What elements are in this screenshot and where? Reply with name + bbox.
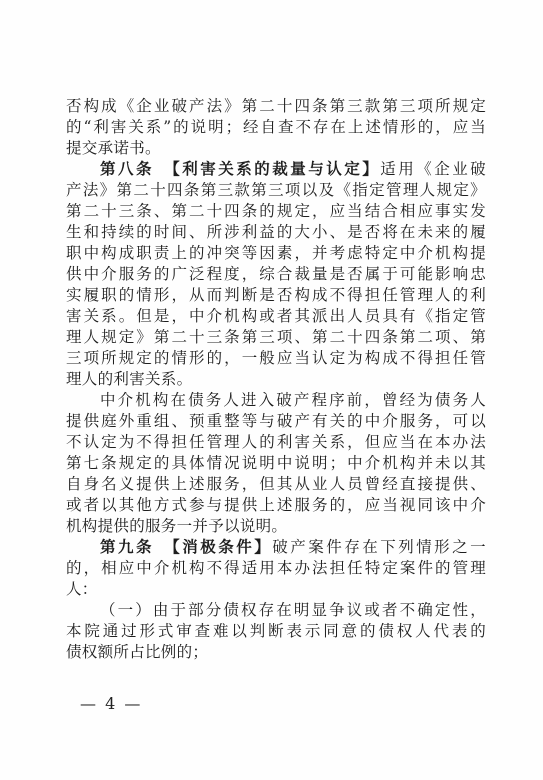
text-line: 人：	[66, 580, 98, 598]
text-line: （一）由于部分债权存在明显争议或者不确定性，	[100, 601, 486, 619]
article-9-heading: 第九条 【消极条件】	[100, 538, 273, 556]
text-span: 适用《企业破	[380, 160, 486, 178]
text-line: 不认定为不得担任管理人的利害关系，但应当在本办法	[66, 433, 486, 451]
text-line: 否构成《企业破产法》第二十四条第三款第三项所规定	[66, 97, 486, 115]
article-8-heading: 第八条 【利害关系的裁量与认定】	[100, 160, 381, 178]
text-line: 理人的利害关系。	[66, 370, 193, 388]
text-line: 实履职的情形，从而判断是否构成不得担任管理人的利	[66, 286, 486, 304]
text-line: 三项所规定的情形的，一般应当认定为构成不得担任管	[66, 349, 486, 367]
text-line: 自身名义提供上述服务，但其从业人员曾经直接提供、	[66, 475, 486, 493]
article-9-line	[100, 537, 486, 557]
text-line: 第七条规定的具体情况说明中说明；中介机构并未以其	[66, 454, 486, 472]
text-line: 的，相应中介机构不得适用本办法担任特定案件的管理	[66, 559, 486, 577]
text-line: 中介机构在债务人进入破产程序前，曾经为债务人	[100, 391, 486, 409]
page-number: — 4 —	[80, 694, 143, 713]
text-line: 或者以其他方式参与提供上述服务的，应当视同该中介	[66, 496, 486, 514]
text-line: 职中构成职责上的冲突等因素，并考虑特定中介机构提	[66, 244, 486, 262]
text-line: 第二十三条、第二十四条的规定，应当结合相应事实发	[66, 202, 486, 220]
text-line: 本院通过形式审查难以判断表示同意的债权人代表的	[66, 622, 486, 640]
article-8-line	[100, 159, 486, 179]
text-line: 提交承诺书。	[66, 139, 161, 157]
text-line: 生和持续的时间、所涉利益的大小、是否将在未来的履	[66, 223, 486, 241]
text-line: 害关系。但是，中介机构或者其派出人员具有《指定管	[66, 307, 486, 325]
text-line: 债权额所占比例的；	[66, 643, 209, 661]
text-span: 破产案件存在下列情形之一	[272, 538, 486, 556]
text-line: 理人规定》第二十三条第三项、第二十四条第二项、第	[66, 328, 486, 346]
text-line: 提供庭外重组、预重整等与破产有关的中介服务，可以	[66, 412, 486, 430]
text-line: 的“利害关系”的说明；经自查不存在上述情形的，应当	[66, 118, 486, 136]
text-line: 产法》第二十四条第三款第三项以及《指定管理人规定》	[66, 181, 486, 199]
text-line: 机构提供的服务一并予以说明。	[66, 517, 288, 535]
text-line: 供中介服务的广泛程度，综合裁量是否属于可能影响忠	[66, 265, 486, 283]
